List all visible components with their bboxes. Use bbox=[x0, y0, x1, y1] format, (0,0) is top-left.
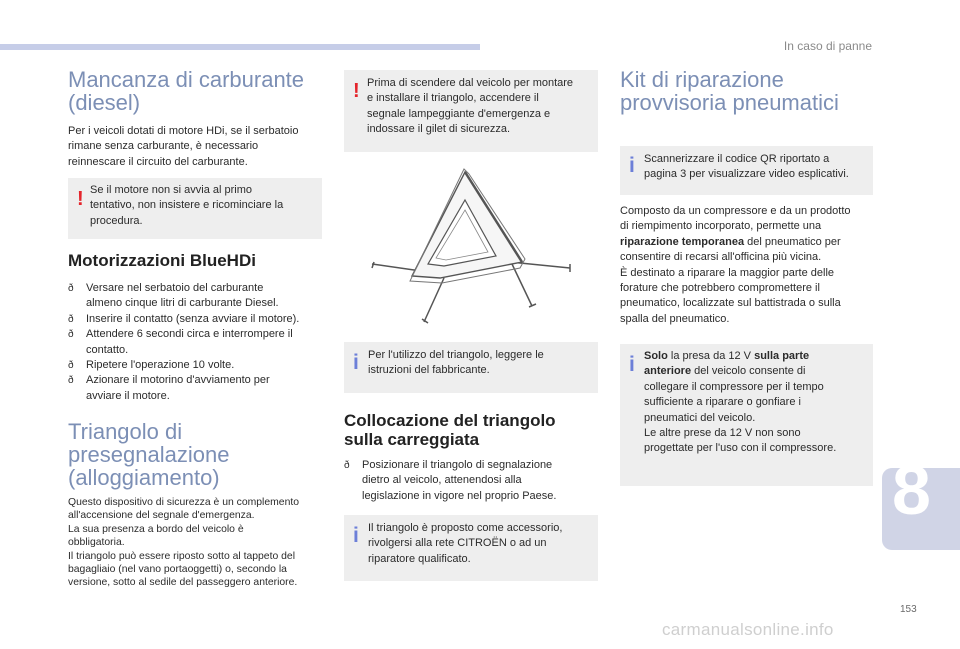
list-item: ð Posizionare il triangolo di segnalazione dietro al veicolo, attenendosi alla legislazione in vigore nel proprio Paese. bbox=[344, 458, 598, 504]
bluehdi-steps bbox=[68, 281, 330, 404]
page-number: 153 bbox=[900, 604, 917, 615]
list-item: ð Ripetere l'operazione 10 volte. bbox=[68, 358, 330, 373]
triangle-heading: Triangolo di presegnalazione (alloggiamento) bbox=[68, 419, 230, 490]
watermark: carmanualsonline.info bbox=[662, 620, 834, 639]
placement-steps bbox=[344, 458, 598, 504]
triangle-info-box: i Per l'utilizzo del triangolo, leggere le istruzioni del fabbricante. bbox=[344, 342, 598, 393]
bluehdi-heading: Motorizzazioni BlueHDi bbox=[68, 251, 256, 270]
fuel-warning-box: ! Se il motore non si avvia al primo tentativo, non insistere e ricominciare la procedura. bbox=[68, 178, 322, 239]
triangle-warning-box: ! Prima di scendere dal veicolo per montare e installare il triangolo, accendere il segnale lampeggiante d'emergenza e indossare il gilet di sicurezza. bbox=[344, 70, 598, 152]
qr-info-box: i Scannerizzare il codice QR riportato a pagina 3 per visualizzare video esplicativi. bbox=[620, 146, 873, 195]
chapter-number: 8 bbox=[892, 451, 931, 529]
list-item: ð Versare nel serbatoio del carburante almeno cinque litri di carburante Diesel. bbox=[68, 281, 330, 312]
power-socket-info-box: i Solo la presa da 12 V sulla parte anteriore del veicolo consente di collegare il compressore per il tempo sufficiente a riparare o gonfiare i pneumatici del veicolo. Le altre prese da 12 V non sono progettate per l'uso con il compressore. bbox=[620, 344, 873, 486]
section-title: In caso di panne bbox=[783, 39, 872, 53]
list-item: ð Azionare il motorino d'avviamento per avviare il motore. bbox=[68, 373, 330, 404]
list-item: ð Inserire il contatto (senza avviare il motore). bbox=[68, 312, 330, 327]
accessory-info-box: i Il triangolo è proposto come accessorio, rivolgersi alla rete CITROËN o ad un riparatore qualificato. bbox=[344, 515, 598, 581]
warning-triangle-illustration bbox=[344, 160, 598, 336]
info-icon: i bbox=[629, 353, 635, 376]
repair-kit-heading: Kit di riparazione provvisoria pneumatici bbox=[620, 67, 839, 115]
fuel-section bbox=[68, 68, 326, 114]
repair-kit-description: Composto da un compressore e da un prodotto di riempimento incorporato, permette una riparazione temporanea del pneumatico per consentire di recarsi all'officina più vicina. È destinato a riparare la maggior parte delle forature che potrebbero compromettere il pneumatico, localizzate sul battistrada o sulla spalla del pneumatico. bbox=[620, 205, 851, 325]
list-item: ð Attendere 6 secondi circa e interrompere il contatto. bbox=[68, 327, 330, 358]
info-icon: i bbox=[629, 154, 635, 177]
warning-icon: ! bbox=[77, 188, 84, 210]
triangle-text: Questo dispositivo di sicurezza è un complemento all'accensione del segnale d'emergenza. La sua presenza a bordo del veicolo è obbligatoria. Il triangolo può essere riposto sotto al tappeto del bagagliaio (nel vano portaoggetti) o, secondo la versione, sotto al sedile del passeggero anteriore. bbox=[68, 497, 300, 589]
placement-heading: Collocazione del triangolo sulla carreggiata bbox=[344, 411, 556, 449]
header-bar bbox=[0, 44, 480, 50]
warning-icon: ! bbox=[353, 80, 360, 102]
fuel-intro: Per i veicoli dotati di motore HDi, se il serbatoio rimane senza carburante, è necessario reinnescare il circuito del carburante. bbox=[68, 125, 299, 168]
info-icon: i bbox=[353, 351, 359, 374]
fuel-title: Mancanza di carburante (diesel) bbox=[68, 67, 305, 115]
info-icon: i bbox=[353, 524, 359, 547]
